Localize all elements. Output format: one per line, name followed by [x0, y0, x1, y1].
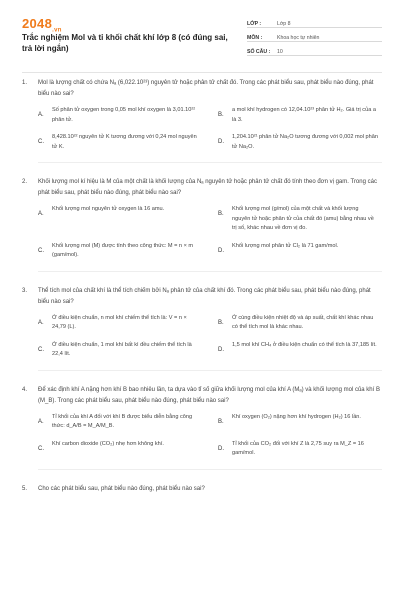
- answer-option[interactable]: [218, 106, 382, 125]
- option-letter: B.: [218, 112, 224, 118]
- option-text: Ở cùng điều kiện nhiệt độ và áp suất, chất khí khác nhau có thể tích mol là khác nhau.: [232, 314, 374, 330]
- answer-option[interactable]: [38, 413, 202, 432]
- document-header: [22, 0, 382, 73]
- answer-option[interactable]: [38, 341, 202, 360]
- option-letter: C.: [38, 445, 44, 452]
- question-stem: [22, 385, 382, 407]
- question-text: Để xác định khí A nặng hơn khí B bao nhiêu lần, ta dựa vào tỉ số giữa khối lượng mol của khí A (Mₐ) và khối lượng mol của khí B (M_B). Trong các phát biểu sau, phát biểu nào đúng, phát biểu nào sai?: [38, 386, 380, 404]
- meta-key: SỐ CÂU :: [247, 49, 271, 55]
- question-divider: [38, 370, 382, 371]
- answer-options: [38, 106, 382, 152]
- option-letter: C.: [38, 139, 44, 145]
- question-text: Cho các phát biểu sau, phát biểu nào đúng, phát biểu nào sai?: [38, 485, 205, 492]
- meta-value: 10: [277, 49, 283, 55]
- option-text: Tỉ khối của khí A đối với khí B được biểu diễn bằng công thức: d_A/B = M_A/M_B.: [52, 413, 193, 429]
- option-text: 1,204.10²¹ phân tử Na₂O tương đương với 0,002 mol phân tử Na₂O.: [232, 134, 379, 150]
- answer-option[interactable]: [218, 341, 382, 360]
- option-text: Khối lượng mol nguyên tử oxygen là 16 amu.: [52, 206, 165, 212]
- option-text: Khối lượng mol phân tử Cl₂ là 71 gam/mol.: [232, 242, 339, 249]
- answer-options: [38, 314, 382, 360]
- answer-option[interactable]: [218, 242, 382, 261]
- question-item: [22, 286, 382, 371]
- answer-option[interactable]: [38, 205, 202, 234]
- answer-option[interactable]: [218, 205, 382, 234]
- option-letter: B.: [218, 319, 224, 326]
- option-text: Khí oxygen (O₂) nặng hơn khí hydrogen (H₂) 16 lần.: [232, 413, 361, 420]
- option-text: Ở điều kiện chuẩn, n mol khí chiếm thể tích là: V = n × 24,79 (L).: [52, 314, 187, 330]
- option-letter: D.: [218, 247, 224, 254]
- answer-option[interactable]: [38, 314, 202, 333]
- meta-row-grade: [247, 14, 382, 28]
- question-divider: [38, 271, 382, 272]
- option-text: Ở điều kiện chuẩn, 1 mol khí bất kì đều chiếm thể tích là 22,4 lít.: [52, 341, 192, 357]
- answer-option[interactable]: [218, 314, 382, 333]
- meta-row-count: [247, 42, 382, 56]
- answer-option[interactable]: [38, 106, 202, 125]
- option-text: Tỉ khối của CO₂ đối với khí Z là 2,75 suy ra M_Z = 16 gam/mol.: [232, 440, 364, 456]
- option-text: Khối lượng mol (M) được tính theo công thức: M = n × m (gam/mol).: [52, 242, 194, 258]
- answer-option[interactable]: [218, 440, 382, 459]
- option-letter: B.: [218, 211, 224, 217]
- question-item: [22, 78, 382, 163]
- page-title: Trắc nghiệm Mol và tỉ khối chất khí lớp 8 (có đúng sai, trả lời ngắn): [22, 33, 228, 53]
- option-letter: C.: [38, 247, 44, 254]
- option-letter: A.: [38, 112, 44, 118]
- meta-row-subject: [247, 28, 382, 42]
- answer-option[interactable]: [218, 133, 382, 152]
- option-letter: B.: [218, 418, 224, 425]
- question-text: Mol là lượng chất có chứa Nₐ (6,022.10²³) nguyên tử hoặc phân tử chất đó. Trong các phát biểu sau, phát biểu nào đúng, phát biểu nào sai?: [38, 80, 374, 97]
- meta-key: MÔN :: [247, 35, 263, 41]
- option-text: Khí carbon dioxide (CO₂) nhẹ hơn không khí.: [52, 440, 164, 447]
- question-item: [22, 385, 382, 470]
- site-logo[interactable]: $2048_{.vn}$: [22, 16, 62, 34]
- answer-option[interactable]: [38, 133, 202, 152]
- answer-option[interactable]: [38, 440, 202, 459]
- question-stem: [22, 78, 382, 100]
- option-text: 8,428.10²² nguyên tử K tương đương với 0,24 mol nguyên tử K.: [52, 134, 197, 150]
- question-number: 4.: [22, 386, 28, 393]
- question-divider: [38, 162, 382, 163]
- quiz-meta: [247, 14, 382, 56]
- question-stem: [22, 484, 382, 495]
- option-letter: A.: [38, 319, 44, 326]
- question-number: 5.: [22, 485, 28, 492]
- option-letter: C.: [38, 346, 44, 353]
- meta-value: Lớp 8: [277, 21, 291, 27]
- option-text: a mol khí hydrogen có 12,04.10²³ phân tử H₂. Giá trị của a là 3.: [232, 107, 376, 123]
- question-text: Thể tích mol của chất khí là thể tích chiếm bởi Nₐ phân tử của chất khí đó. Trong các phát biểu sau, phát biểu nào đúng, phát biểu nào sai?: [38, 287, 371, 305]
- question-divider: [38, 469, 382, 470]
- question-item: [22, 177, 382, 272]
- question-number: 2.: [22, 179, 28, 185]
- question-list: [22, 78, 382, 509]
- question-stem: [22, 286, 382, 308]
- answer-options: [38, 205, 382, 261]
- option-text: 1,5 mol khí CH₄ ở điều kiện chuẩn có thể tích là 37,185 lít.: [232, 341, 377, 348]
- option-text: Khối lượng mol (g/mol) của một chất và khối lượng nguyên tử hoặc phân tử của chất đó (amu) bằng nhau về trị số, khác nhau về đơn vị đo.: [232, 206, 374, 231]
- answer-option[interactable]: [218, 413, 382, 432]
- answer-options: [38, 413, 382, 459]
- meta-key: LỚP :: [247, 21, 262, 27]
- option-letter: D.: [218, 346, 224, 353]
- meta-value: Khoa học tự nhiên: [277, 35, 320, 41]
- question-stem: [22, 177, 382, 199]
- option-text: Số phân tử oxygen trong 0,05 mol khí oxygen là 3,01.10²² phân tử.: [52, 107, 196, 123]
- option-letter: D.: [218, 445, 224, 452]
- option-letter: A.: [38, 211, 44, 217]
- option-letter: D.: [218, 139, 224, 145]
- option-letter: A.: [38, 418, 44, 425]
- question-number: 3.: [22, 287, 28, 294]
- question-number: 1.: [22, 80, 28, 86]
- question-item: [22, 484, 382, 495]
- question-text: Khối lượng mol kí hiệu là M của một chất là khối lượng của Nₐ nguyên tử hoặc phân tử chất đó tính theo đơn vị gam. Trong các phát biểu sau, phát biểu nào đúng, phát biểu nào sai?: [38, 179, 377, 196]
- answer-option[interactable]: [38, 242, 202, 261]
